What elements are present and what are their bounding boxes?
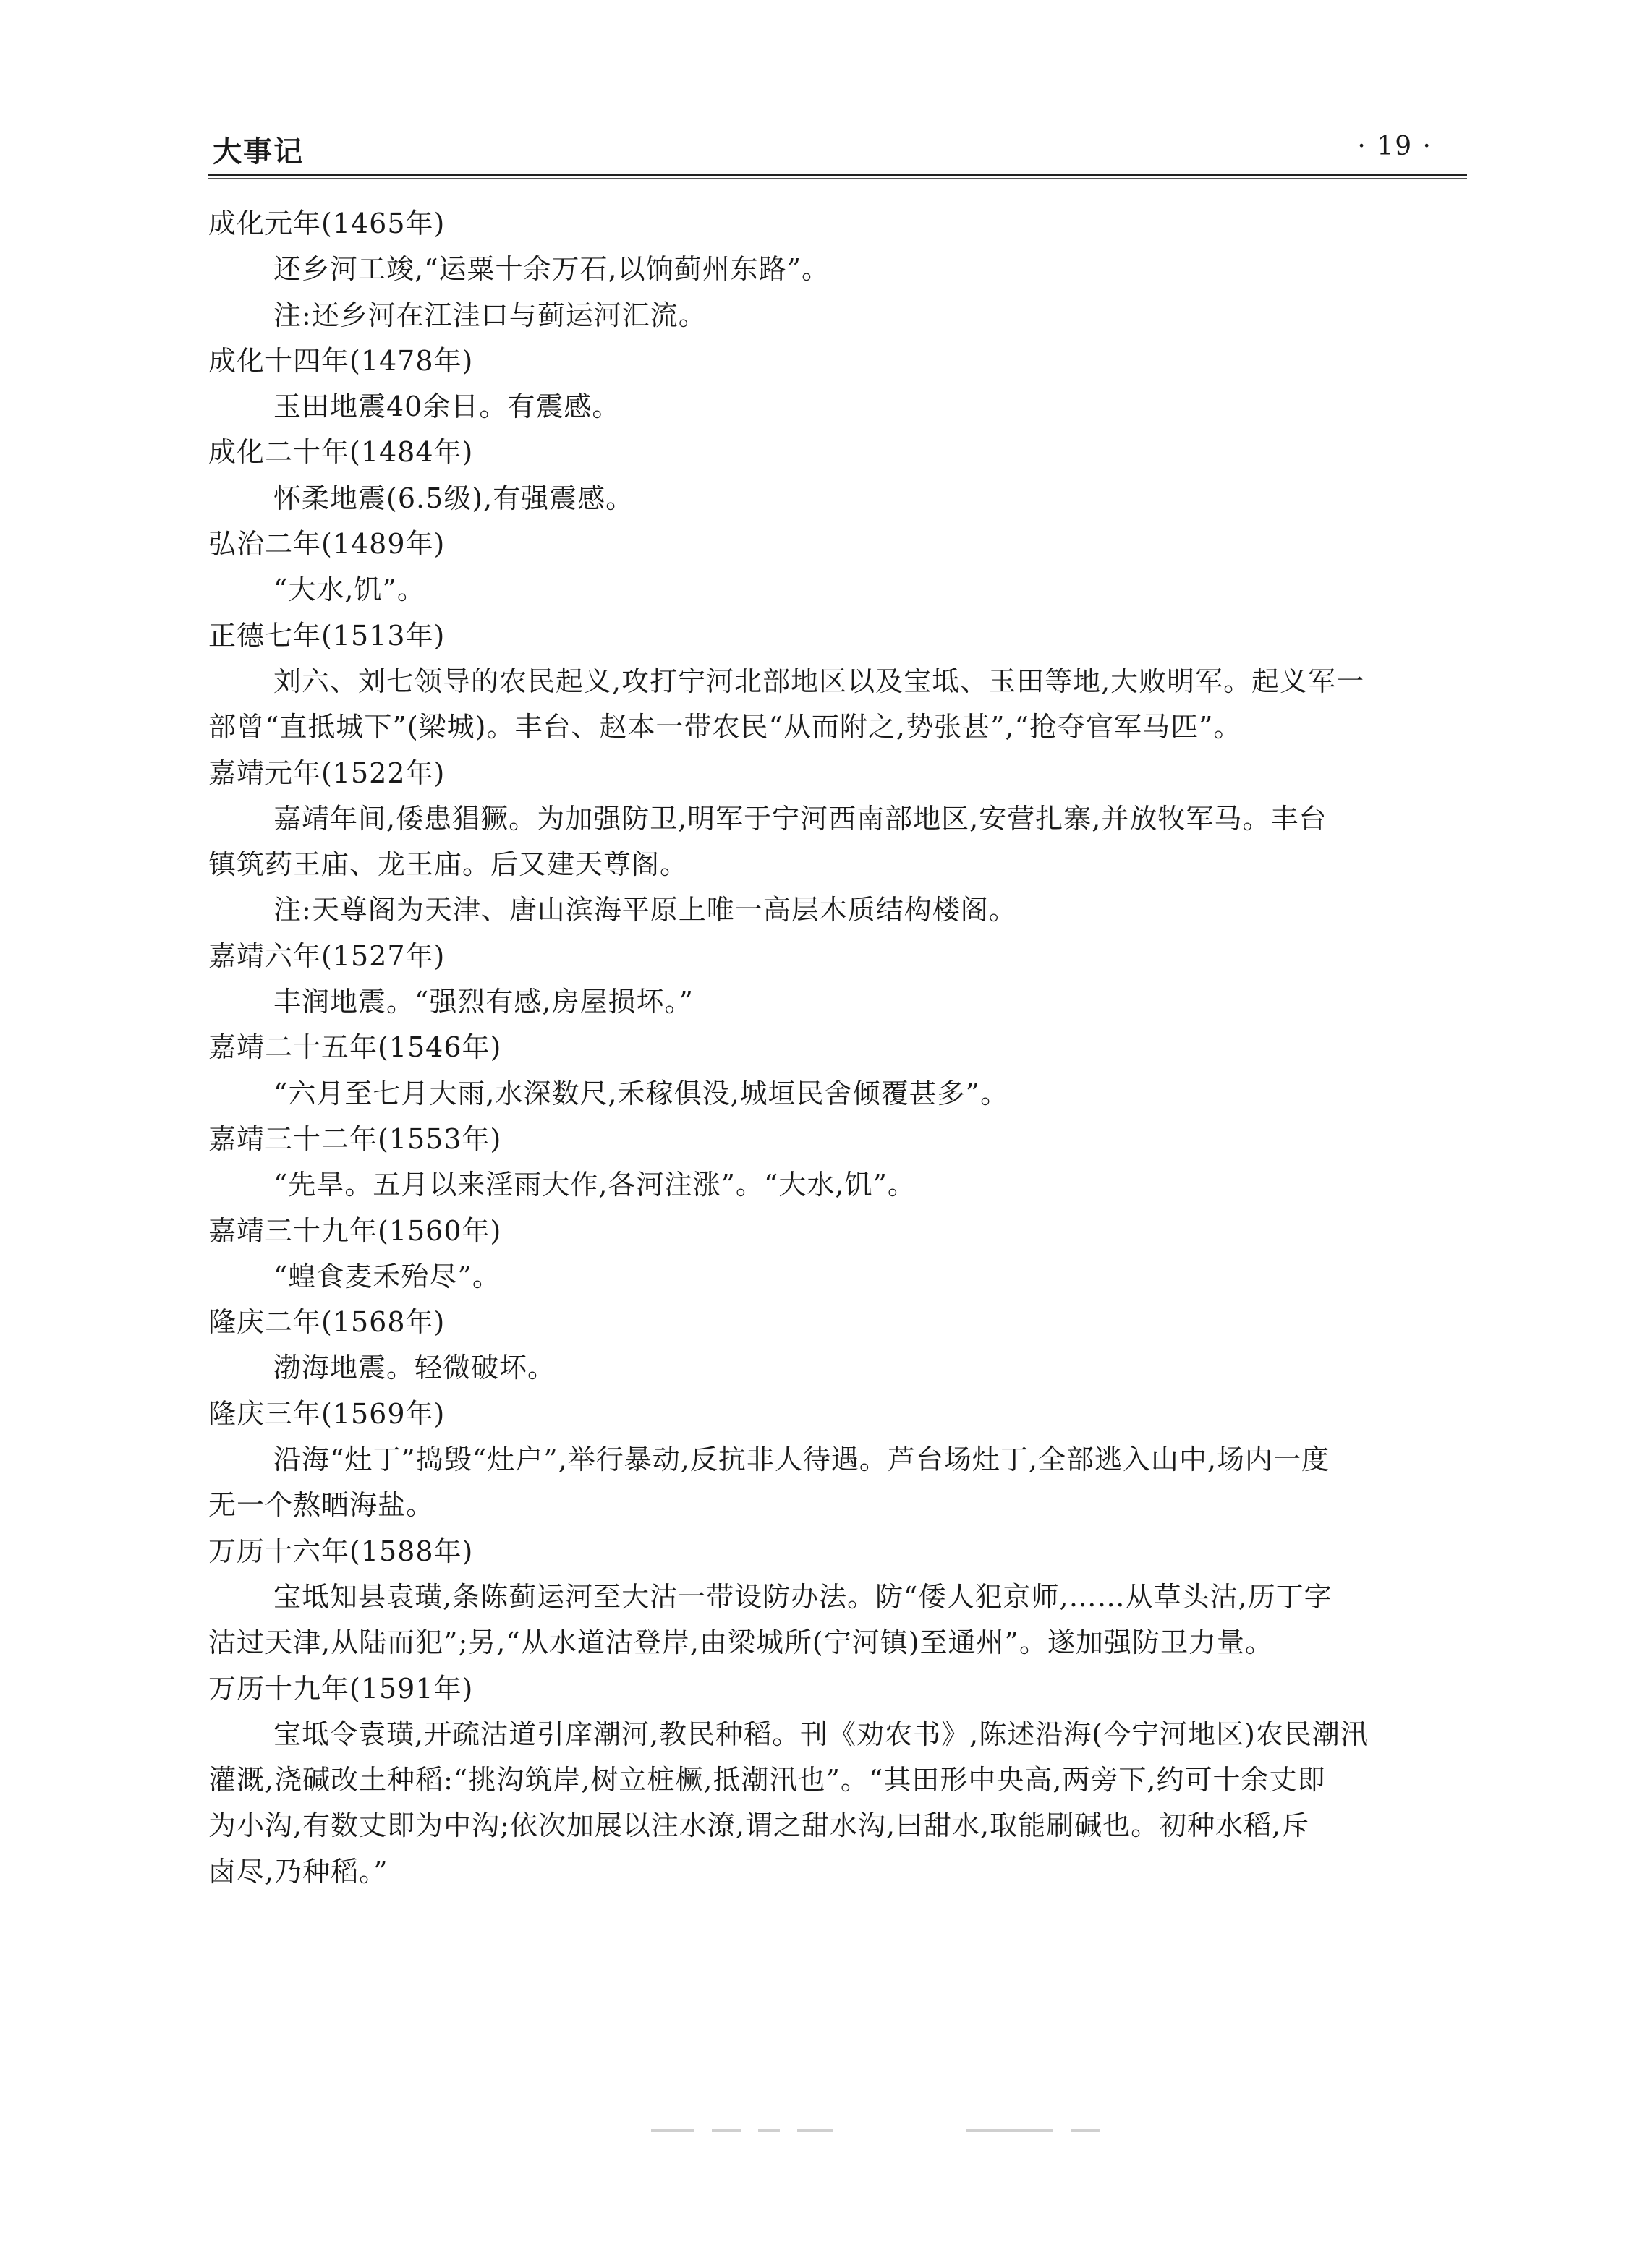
year-heading: 隆庆三年(1569年) [208, 1397, 446, 1430]
entry-text-line: 部曾“直抵城下”(梁城)。丰台、赵本一带农民“从而附之,势张甚”,“抢夺官军马匹”。 [208, 711, 1242, 743]
year-heading: 万历十九年(1591年) [208, 1672, 474, 1705]
entry-text-line: 注:天尊阁为天津、唐山滨海平原上唯一高层木质结构楼阁。 [273, 894, 1017, 926]
entry-text-line: 灌溉,浇碱改土种稻:“挑沟筑岸,树立桩橛,抵潮汛也”。“其田形中央高,两旁下,约可十余丈即 [208, 1764, 1326, 1796]
page-number: · 19 · [1357, 132, 1432, 161]
entry-text-line: 宝坻知县袁璜,条陈蓟运河至大沽一带设防办法。防“倭人犯京师,……从草头沽,历丁字 [273, 1580, 1332, 1613]
year-heading: 隆庆二年(1568年) [208, 1306, 446, 1339]
entry-text-line: 怀柔地震(6.5级),有强震感。 [273, 482, 634, 514]
entry-text-line: “蝗食麦禾殆尽”。 [273, 1260, 501, 1292]
entry-text-line: 沿海“灶丁”捣毁“灶户”,举行暴动,反抗非人待遇。芦台场灶丁,全部逃入山中,场内一度 [273, 1444, 1330, 1476]
scan-artifact [651, 2123, 1230, 2137]
year-heading: 嘉靖二十五年(1546年) [208, 1031, 502, 1064]
entry-text-line: 还乡河工竣,“运粟十余万石,以饷蓟州东路”。 [273, 253, 830, 286]
entry-text-line: 为小沟,有数丈即为中沟;依次加展以注水潦,谓之甜水沟,曰甜水,取能刷碱也。初种水稻,斥 [208, 1809, 1310, 1842]
entry-text-line: 丰润地震。“强烈有感,房屋损坏。” [273, 986, 694, 1018]
chronicle-body [208, 201, 1467, 1895]
entry-text-line: 无一个熬晒海盐。 [208, 1489, 435, 1522]
year-heading: 万历十六年(1588年) [208, 1535, 474, 1567]
entry-text-line: 宝坻令袁璜,开疏沽道引庠潮河,教民种稻。刊《劝农书》,陈述沿海(今宁河地区)农民潮汛 [273, 1718, 1369, 1750]
header-rule [208, 174, 1467, 176]
year-heading: 弘治二年(1489年) [208, 528, 446, 560]
year-heading: 嘉靖元年(1522年) [208, 756, 446, 789]
running-header [208, 123, 1467, 174]
entry-text-line: “先旱。五月以来淫雨大作,各河注涨”。“大水,饥”。 [273, 1169, 916, 1201]
entry-text-line: 注:还乡河在江洼口与蓟运河汇流。 [273, 299, 707, 331]
entry-text-line: 嘉靖年间,倭患猖獗。为加强防卫,明军于宁河西南部地区,安营扎寨,并放牧军马。丰台 [273, 802, 1327, 835]
entry-text-line: 刘六、刘七领导的农民起义,攻打宁河北部地区以及宝坻、玉田等地,大败明军。起义军一 [273, 665, 1365, 697]
year-heading: 成化二十年(1484年) [208, 436, 474, 469]
year-heading: 成化元年(1465年) [208, 208, 446, 239]
entry-text-line: 卤尽,乃种稻。” [208, 1855, 388, 1888]
entry-text-line: 玉田地震40余日。有震感。 [273, 391, 621, 423]
year-heading: 嘉靖三十九年(1560年) [208, 1214, 502, 1247]
header-rule-thin [208, 178, 1467, 179]
entry-text-line: 渤海地震。轻微破坏。 [273, 1352, 556, 1384]
section-title: 大事记 [213, 135, 304, 169]
entry-text-line: 沽过天津,从陆而犯”;另,“从水道沽登岸,由梁城所(宁河镇)至通州”。遂加强防卫力量。 [208, 1627, 1273, 1659]
year-heading: 嘉靖三十二年(1553年) [208, 1122, 502, 1155]
year-heading: 正德七年(1513年) [208, 619, 446, 652]
year-heading: 嘉靖六年(1527年) [208, 939, 446, 972]
year-heading: 成化十四年(1478年) [208, 344, 474, 377]
entry-text-line: “六月至七月大雨,水深数尺,禾稼俱没,城垣民舍倾覆甚多”。 [273, 1077, 1009, 1109]
entry-text-line: 镇筑药王庙、龙王庙。后又建天尊阁。 [208, 848, 689, 881]
entry-text-line: “大水,饥”。 [273, 574, 425, 606]
